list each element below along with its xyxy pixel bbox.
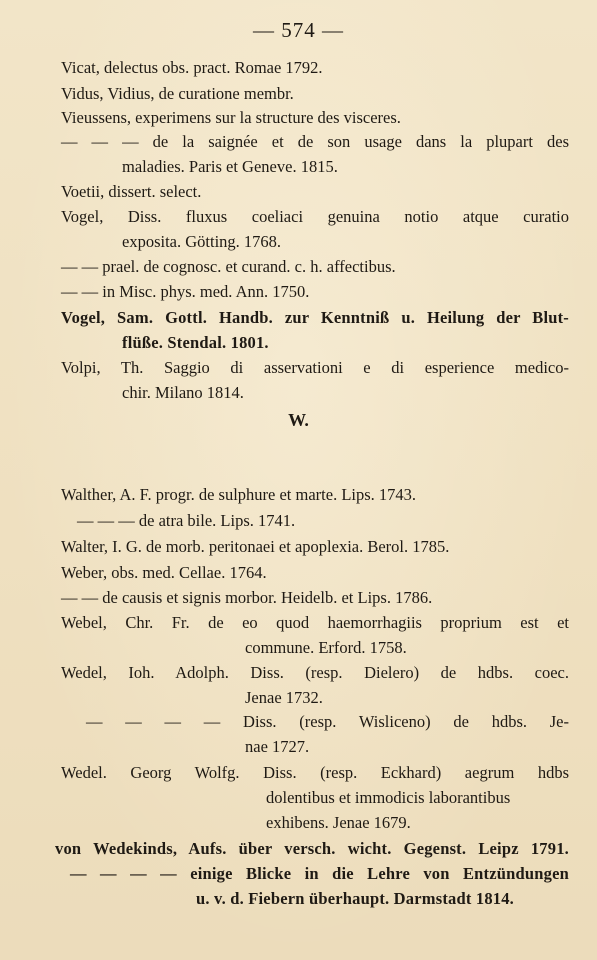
bibliography-entry: Weber, obs. med. Cellae. 1764. bbox=[61, 563, 267, 582]
bibliography-entry: Walther, A. F. progr. de sulphure et marte. Lips. 1743. bbox=[61, 485, 417, 504]
bibliography-entry: — — in Misc. phys. med. Ann. 1750. bbox=[61, 282, 310, 301]
bibliography-entry: Wedel, Ioh. Adolph. Diss. (resp. Dielero) de hdbs. coec. bbox=[61, 663, 569, 682]
bibliography-entry: Vogel, Diss. fluxus coeliaci genuina notio atque curatio bbox=[61, 207, 569, 226]
bibliography-entry-continuation: Jenae 1732. bbox=[245, 688, 323, 707]
bibliography-entry: Voetii, dissert. select. bbox=[61, 182, 202, 201]
bibliography-entry: — — — de atra bile. Lips. 1741. bbox=[77, 511, 296, 530]
bibliography-entry-continuation: chir. Milano 1814. bbox=[122, 383, 244, 402]
bibliography-entry-continuation: dolentibus et immodicis laborantibus bbox=[266, 788, 511, 807]
bibliography-entry-continuation: maladies. Paris et Geneve. 1815. bbox=[122, 157, 338, 176]
bibliography-entry: Walter, I. G. de morb. peritonaei et apoplexia. Berol. 1785. bbox=[61, 537, 450, 556]
bibliography-entry-continuation: exhibens. Jenae 1679. bbox=[266, 813, 411, 832]
bibliography-entry: von Wedekinds, Aufs. über versch. wicht. Gegenst. Leipz 1791. bbox=[55, 839, 569, 858]
section-heading: W. bbox=[288, 410, 309, 430]
bibliography-entry: Vidus, Vidius, de curatione membr. bbox=[61, 84, 294, 103]
page-number: — 574 — bbox=[253, 18, 344, 42]
bibliography-entry: — — — de la saignée et de son usage dans la plupart des bbox=[61, 132, 569, 151]
bibliography-entry: — — — — Diss. (resp. Wisliceno) de hdbs. Je- bbox=[86, 712, 569, 731]
bibliography-entry-continuation: nae 1727. bbox=[245, 737, 310, 756]
bibliography-entry-continuation: commune. Erford. 1758. bbox=[245, 638, 407, 657]
bibliography-entry: Vieussens, experimens sur la structure des visceres. bbox=[61, 108, 401, 127]
bibliography-entry: — — — — einige Blicke in die Lehre von Entzündungen bbox=[70, 864, 569, 883]
bibliography-entry: Vogel, Sam. Gottl. Handb. zur Kenntniß u. Heilung der Blut- bbox=[61, 308, 569, 327]
bibliography-entry: Vicat, delectus obs. pract. Romae 1792. bbox=[61, 58, 323, 77]
bibliography-entry-continuation: u. v. d. Fiebern überhaupt. Darmstadt 1814. bbox=[196, 889, 514, 908]
bibliography-entry: — — de causis et signis morbor. Heidelb. et Lips. 1786. bbox=[61, 588, 433, 607]
bibliography-entry: — — prael. de cognosc. et curand. c. h. affectibus. bbox=[61, 257, 396, 276]
bibliography-entry-continuation: flüße. Stendal. 1801. bbox=[122, 333, 269, 352]
bibliography-entry-continuation: exposita. Götting. 1768. bbox=[122, 232, 282, 251]
bibliography-entry: Webel, Chr. Fr. de eo quod haemorrhagiis proprium est et bbox=[61, 613, 569, 632]
bibliography-entry: Wedel. Georg Wolfg. Diss. (resp. Eckhard) aegrum hdbs bbox=[61, 763, 569, 782]
bibliography-entry: Volpi, Th. Saggio di asservationi e di esperience medico- bbox=[61, 358, 569, 377]
